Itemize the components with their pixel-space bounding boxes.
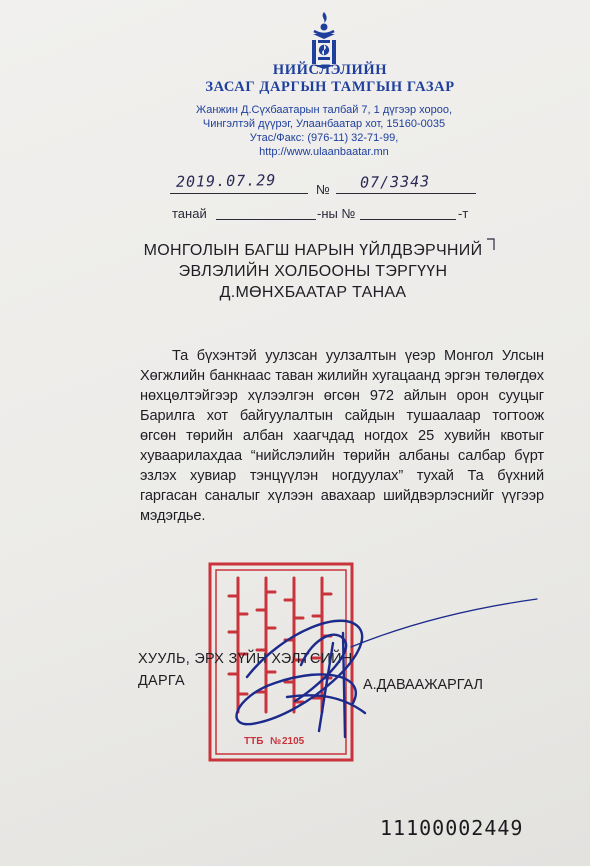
stamp-number-sign: № [270, 736, 282, 747]
your-number-blank [360, 219, 456, 220]
number-sign: № [316, 182, 330, 197]
tanai-label: танай [172, 206, 207, 221]
bracket-mark-icon [486, 238, 496, 252]
your-date-blank [216, 219, 316, 220]
org-name-line2: ЗАСАГ ДАРГЫН ТАМГЫН ГАЗАР [205, 79, 455, 95]
signer-name: А.ДАВААЖАРГАЛ [363, 677, 483, 693]
number-underline [336, 193, 476, 194]
addressee-line1: МОНГОЛЫН БАГШ НАРЫН ҮЙЛДВЭРЧНИЙ [143, 242, 483, 259]
soyombo-emblem-icon [304, 10, 344, 70]
signer-title-line2: ДАРГА [138, 673, 185, 689]
website-link: http://www.ulaanbaatar.mn [259, 146, 389, 158]
handwritten-signature-icon [195, 585, 545, 745]
org-name-line1: НИЙСЛЭЛИЙН [272, 62, 388, 78]
date-underline [170, 193, 308, 194]
stamp-number: 2105 [282, 736, 305, 747]
signer-title-line1: ХУУЛЬ, ЭРХ ЗҮЙН ХЭЛТСИЙН [138, 651, 353, 667]
addressee-line2: ЭВЛЭЛИЙН ХОЛБООНЫ ТЭРГҮҮН [178, 263, 448, 280]
letter-body: Та бүхэнтэй уулзсан уулзалтын үеэр Монгол Улсын Хөгжлийн банкнаас таван жилийн хугацаанд эргэн төлөгдөх нөхцөлтэйгээр хүлээлгэн өгсөн 972 айлын орон сууцыг Барилга хот байгуулалтын сайдын тушаалаар тогтоож өгсөн төрийн албан хаагчдад ногдох 25 хувийн квотыг хуваарилахдаа “нийслэлийн төрийн албаны салбар бүрт эзлэх хувиар тэнцүүлэн ногдуулах” тухай Та бүхний гаргасан саналыг хүлээн авахаар шийдвэрлэснийг үүгээр мэдэгдье. [140, 348, 544, 524]
t-suffix: -т [458, 206, 469, 221]
address-line2: Чингэлтэй дүүрэг, Улаанбаатар хот, 15160-0035 [202, 118, 446, 130]
ny-number-label: -ны № [317, 206, 356, 221]
address-line1: Жанжин Д.Сүхбаатарын талбай 7, 1 дүгээр хороо, [195, 104, 453, 116]
addressee-line3: Д.МӨНХБААТАР ТАНАА [219, 284, 407, 301]
phone-fax: Утас/Факс: (976-11) 32-71-99, [249, 132, 399, 144]
letter-date: 2019.07.29 [175, 171, 277, 191]
letter-number: 07/3343 [359, 172, 431, 192]
stamp-label: ТТБ [244, 736, 264, 747]
registration-number: 11100002449 [380, 816, 524, 840]
